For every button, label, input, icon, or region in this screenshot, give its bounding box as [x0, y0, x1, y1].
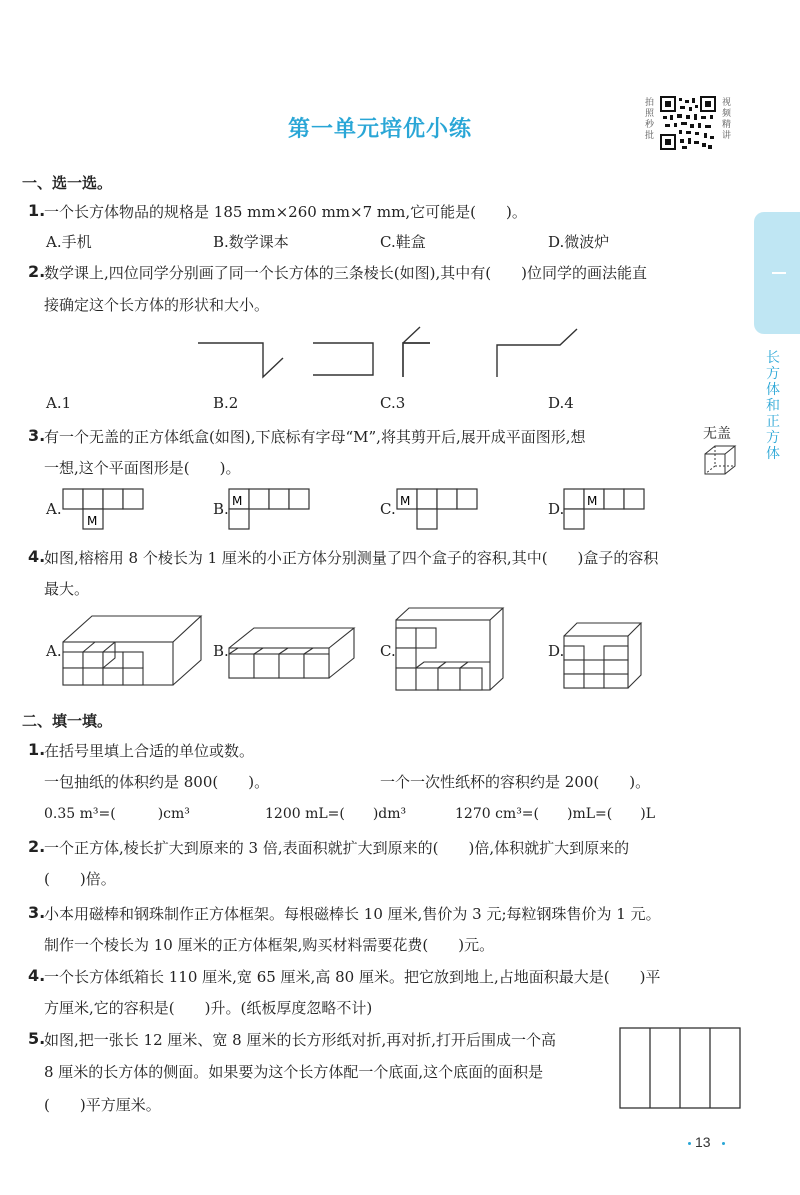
s2-q2-line1: 一个正方体,棱长扩大到原来的 3 倍,表面积就扩大到原来的( )倍,体积就扩大到原来的	[44, 839, 630, 857]
qr-right-label: 视频精讲	[722, 98, 732, 141]
chapter-label: 长方体和正方体	[766, 350, 780, 462]
s1-q1-option-c[interactable]: C.鞋盒	[380, 233, 426, 251]
box-c	[395, 606, 505, 692]
edge-drawing-d	[497, 329, 577, 377]
edge-drawing-c	[403, 343, 430, 377]
s1-q3-line1: 有一个无盖的正方体纸盒(如图),下底标有字母“M”,将其剪开后,展开成平面图形,想	[44, 428, 586, 446]
s2-q1-number: 1.	[28, 740, 46, 759]
s1-q1-option-a[interactable]: A.手机	[46, 233, 92, 251]
section1-heading: 一、选一选。	[22, 174, 113, 192]
open-box-icon	[703, 444, 737, 478]
s1-q1-text: 一个长方体物品的规格是 185 mm×260 mm×7 mm,它可能是( )。	[44, 203, 527, 221]
s2-q3-number: 3.	[28, 903, 46, 922]
s1-q2-option-c[interactable]: C.3	[380, 394, 406, 412]
s2-q5-number: 5.	[28, 1029, 46, 1048]
box-a	[62, 612, 202, 687]
s2-q1-c: 0.35 m³=( )cm³	[44, 806, 190, 822]
s1-q3-line2: 一想,这个平面图形是( )。	[44, 459, 241, 477]
edge-drawing-a	[198, 343, 283, 377]
s2-q3-line2: 制作一个棱长为 10 厘米的正方体框架,购买材料需要花费( )元。	[44, 936, 495, 954]
s2-q2-line2: ( )倍。	[44, 870, 116, 888]
s1-q2-number: 2.	[28, 262, 46, 281]
net-d	[563, 488, 673, 534]
s2-q1-b: 一个一次性纸杯的容积约是 200( )。	[380, 773, 651, 791]
chapter-dash	[772, 272, 786, 274]
s2-q4-number: 4.	[28, 966, 46, 985]
s2-q5-line2: 8 厘米的长方体的侧面。如果要为这个长方体配一个底面,这个底面的面积是	[44, 1063, 544, 1081]
net-b	[228, 488, 338, 534]
section2-heading: 二、填一填。	[22, 712, 113, 730]
s1-q1-number: 1.	[28, 201, 46, 220]
net-c	[396, 488, 506, 534]
s2-q4-line2: 方厘米,它的容积是( )升。(纸板厚度忽略不计)	[44, 999, 373, 1017]
edge-drawing-c-path	[403, 327, 430, 377]
s2-q1-d: 1200 mL=( )dm³	[265, 806, 407, 822]
s1-q4-number: 4.	[28, 547, 46, 566]
s1-q4-option-a[interactable]: A.	[46, 642, 62, 660]
net-c-letter: M	[400, 494, 411, 508]
s2-q5-line3: ( )平方厘米。	[44, 1096, 161, 1114]
qr-code-icon[interactable]	[660, 96, 716, 150]
s2-q5-line1: 如图,把一张长 12 厘米、宽 8 厘米的长方形纸对折,再对折,打开后围成一个高	[44, 1031, 557, 1049]
s1-q2-option-b[interactable]: B.2	[213, 394, 239, 412]
net-a	[62, 488, 172, 534]
edge-drawing-b	[313, 343, 373, 375]
s1-q3-option-d[interactable]: D.	[548, 500, 565, 518]
s2-q1-text: 在括号里填上合适的单位或数。	[44, 742, 255, 760]
s2-q3-line1: 小本用磁棒和钢珠制作正方体框架。每根磁棒长 10 厘米,售价为 3 元;每粒钢珠售价为 1 元。	[44, 905, 661, 923]
page-dot-right	[722, 1142, 725, 1145]
net-b-letter: M	[232, 494, 243, 508]
s1-q1-option-b[interactable]: B.数学课本	[213, 233, 289, 251]
qr-left-label: 拍照秒批	[645, 98, 655, 141]
s1-q3-option-b[interactable]: B.	[213, 500, 229, 518]
box-b	[228, 624, 358, 679]
s2-q1-a: 一包抽纸的体积约是 800( )。	[44, 773, 270, 791]
s1-q4-option-c[interactable]: C.	[380, 642, 396, 660]
s1-q4-line1: 如图,榕榕用 8 个棱长为 1 厘米的小正方体分别测量了四个盒子的容积,其中( )盒子的容积	[44, 549, 659, 567]
s1-q2-line1: 数学课上,四位同学分别画了同一个长方体的三条棱长(如图),其中有( )位同学的画法能直	[44, 264, 647, 282]
s1-q2-option-a[interactable]: A.1	[46, 394, 72, 412]
s2-q4-line1: 一个长方体纸箱长 110 厘米,宽 65 厘米,高 80 厘米。把它放到地上,占地面积最大是( )平	[44, 968, 661, 986]
page-dot-left	[688, 1142, 691, 1145]
open-box-label: 无盖	[703, 426, 731, 442]
net-a-letter: M	[87, 514, 98, 528]
s1-q3-option-a[interactable]: A.	[46, 500, 62, 518]
s1-q4-option-d[interactable]: D.	[548, 642, 565, 660]
s1-q2-option-d[interactable]: D.4	[548, 394, 574, 412]
net-d-letter: M	[587, 494, 598, 508]
s1-q4-option-b[interactable]: B.	[213, 642, 229, 660]
page-number: 13	[695, 1134, 711, 1150]
folded-paper-figure	[619, 1027, 741, 1109]
page-title: 第一单元培优小练	[287, 117, 472, 142]
s1-q3-number: 3.	[28, 426, 46, 445]
s1-q2-line2: 接确定这个长方体的形状和大小。	[44, 296, 270, 314]
s2-q1-e: 1270 cm³=( )mL=( )L	[455, 806, 655, 822]
s1-q4-line2: 最大。	[44, 580, 90, 598]
box-d	[563, 620, 643, 690]
s1-q1-option-d[interactable]: D.微波炉	[548, 233, 610, 251]
edge-drawings-figure	[195, 325, 595, 385]
s1-q3-option-c[interactable]: C.	[380, 500, 396, 518]
s2-q2-number: 2.	[28, 837, 46, 856]
